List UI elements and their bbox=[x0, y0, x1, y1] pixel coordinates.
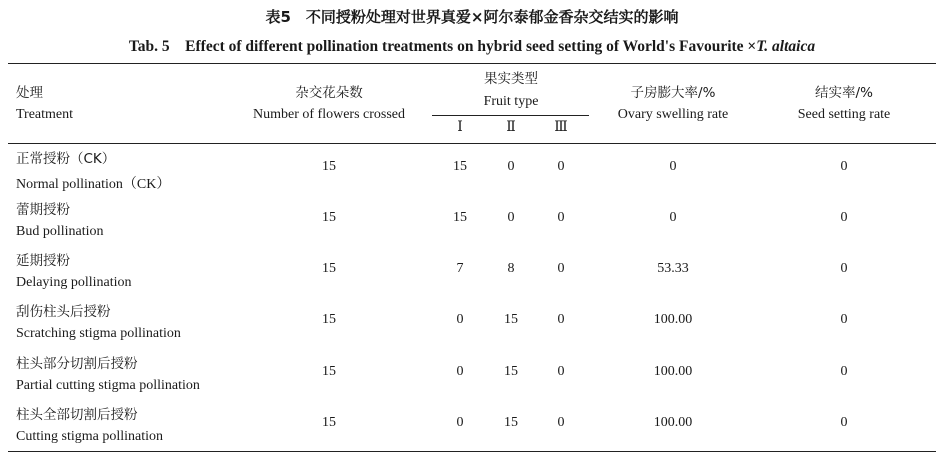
header-fruit-en: Fruit type bbox=[483, 94, 539, 109]
cell-t2: 15 bbox=[504, 312, 518, 327]
row-treatment-en: Normal pollination（CK） bbox=[16, 177, 171, 192]
cell-ovary: 100.00 bbox=[653, 364, 693, 379]
cell-t1: 15 bbox=[453, 159, 467, 174]
cell-flowers: 15 bbox=[322, 312, 336, 327]
header-seed-cn: 结实率/% bbox=[815, 85, 873, 101]
cell-seed: 0 bbox=[840, 210, 848, 225]
cell-seed: 0 bbox=[840, 312, 848, 327]
header-flowers-en: Number of flowers crossed bbox=[252, 107, 406, 122]
header-treatment-cn: 处理 bbox=[16, 85, 43, 101]
header-ovary-en: Ovary swelling rate bbox=[617, 107, 729, 122]
fruit-type-rule bbox=[432, 115, 589, 116]
header-fruit-cn: 果实类型 bbox=[484, 71, 538, 87]
cell-t2: 0 bbox=[507, 159, 515, 174]
row-treatment-cn: 刮伤柱头后授粉 bbox=[16, 304, 111, 320]
row-treatment-cn: 延期授粉 bbox=[16, 253, 70, 269]
cell-seed: 0 bbox=[840, 261, 848, 276]
title-en-species: T. altaica bbox=[756, 38, 816, 55]
cell-ovary: 53.33 bbox=[657, 261, 689, 276]
cell-t1: 15 bbox=[453, 210, 467, 225]
cell-t1: 0 bbox=[456, 364, 464, 379]
top-rule bbox=[8, 63, 936, 64]
cell-t2: 15 bbox=[504, 364, 518, 379]
row-treatment-cn: 正常授粉（CK） bbox=[16, 151, 116, 167]
row-treatment-cn: 柱头全部切割后授粉 bbox=[16, 407, 138, 423]
cell-t1: 0 bbox=[456, 312, 464, 327]
cell-t2: 8 bbox=[507, 261, 515, 276]
row-treatment-en: Bud pollination bbox=[16, 224, 104, 239]
cell-ovary: 100.00 bbox=[653, 415, 693, 430]
header-ovary-cn: 子房膨大率/% bbox=[630, 85, 716, 101]
cell-t3: 0 bbox=[557, 210, 565, 225]
cell-flowers: 15 bbox=[322, 210, 336, 225]
row-treatment-en: Cutting stigma pollination bbox=[16, 429, 163, 444]
cell-t3: 0 bbox=[557, 159, 565, 174]
cell-seed: 0 bbox=[840, 364, 848, 379]
cell-flowers: 15 bbox=[322, 415, 336, 430]
header-treatment-en: Treatment bbox=[16, 107, 74, 122]
cell-flowers: 15 bbox=[322, 364, 336, 379]
title-en-main: Tab. 5 Effect of different pollination treatments on hybrid seed setting of World's Favourite × bbox=[128, 38, 757, 55]
cell-seed: 0 bbox=[840, 159, 848, 174]
cell-ovary: 0 bbox=[669, 159, 677, 174]
cell-t2: 0 bbox=[507, 210, 515, 225]
row-treatment-cn: 蕾期授粉 bbox=[16, 202, 70, 218]
cell-t2: 15 bbox=[504, 415, 518, 430]
row-treatment-cn: 柱头部分切割后授粉 bbox=[16, 356, 138, 372]
cell-t3: 0 bbox=[557, 364, 565, 379]
cell-t3: 0 bbox=[557, 415, 565, 430]
cell-t3: 0 bbox=[557, 261, 565, 276]
header-fruit-type-3: Ⅲ bbox=[554, 120, 568, 135]
cell-ovary: 100.00 bbox=[653, 312, 693, 327]
table-title-en bbox=[0, 34, 944, 56]
row-treatment-en: Scratching stigma pollination bbox=[16, 326, 181, 341]
cell-t3: 0 bbox=[557, 312, 565, 327]
row-treatment-en: Partial cutting stigma pollination bbox=[16, 378, 200, 393]
table-title-cn: 表5 不同授粉处理对世界真爱×阿尔泰郁金香杂交结实的影响 bbox=[265, 8, 679, 26]
cell-flowers: 15 bbox=[322, 159, 336, 174]
cell-seed: 0 bbox=[840, 415, 848, 430]
header-fruit-type-2: Ⅱ bbox=[506, 120, 516, 135]
cell-flowers: 15 bbox=[322, 261, 336, 276]
row-treatment-en: Delaying pollination bbox=[16, 275, 132, 290]
header-flowers-cn: 杂交花朵数 bbox=[295, 85, 363, 101]
header-fruit-type-1: Ⅰ bbox=[457, 120, 463, 135]
header-seed-en: Seed setting rate bbox=[797, 107, 891, 122]
header-rule bbox=[8, 143, 936, 144]
cell-t1: 0 bbox=[456, 415, 464, 430]
cell-ovary: 0 bbox=[669, 210, 677, 225]
cell-t1: 7 bbox=[456, 261, 464, 276]
bottom-rule bbox=[8, 451, 936, 452]
